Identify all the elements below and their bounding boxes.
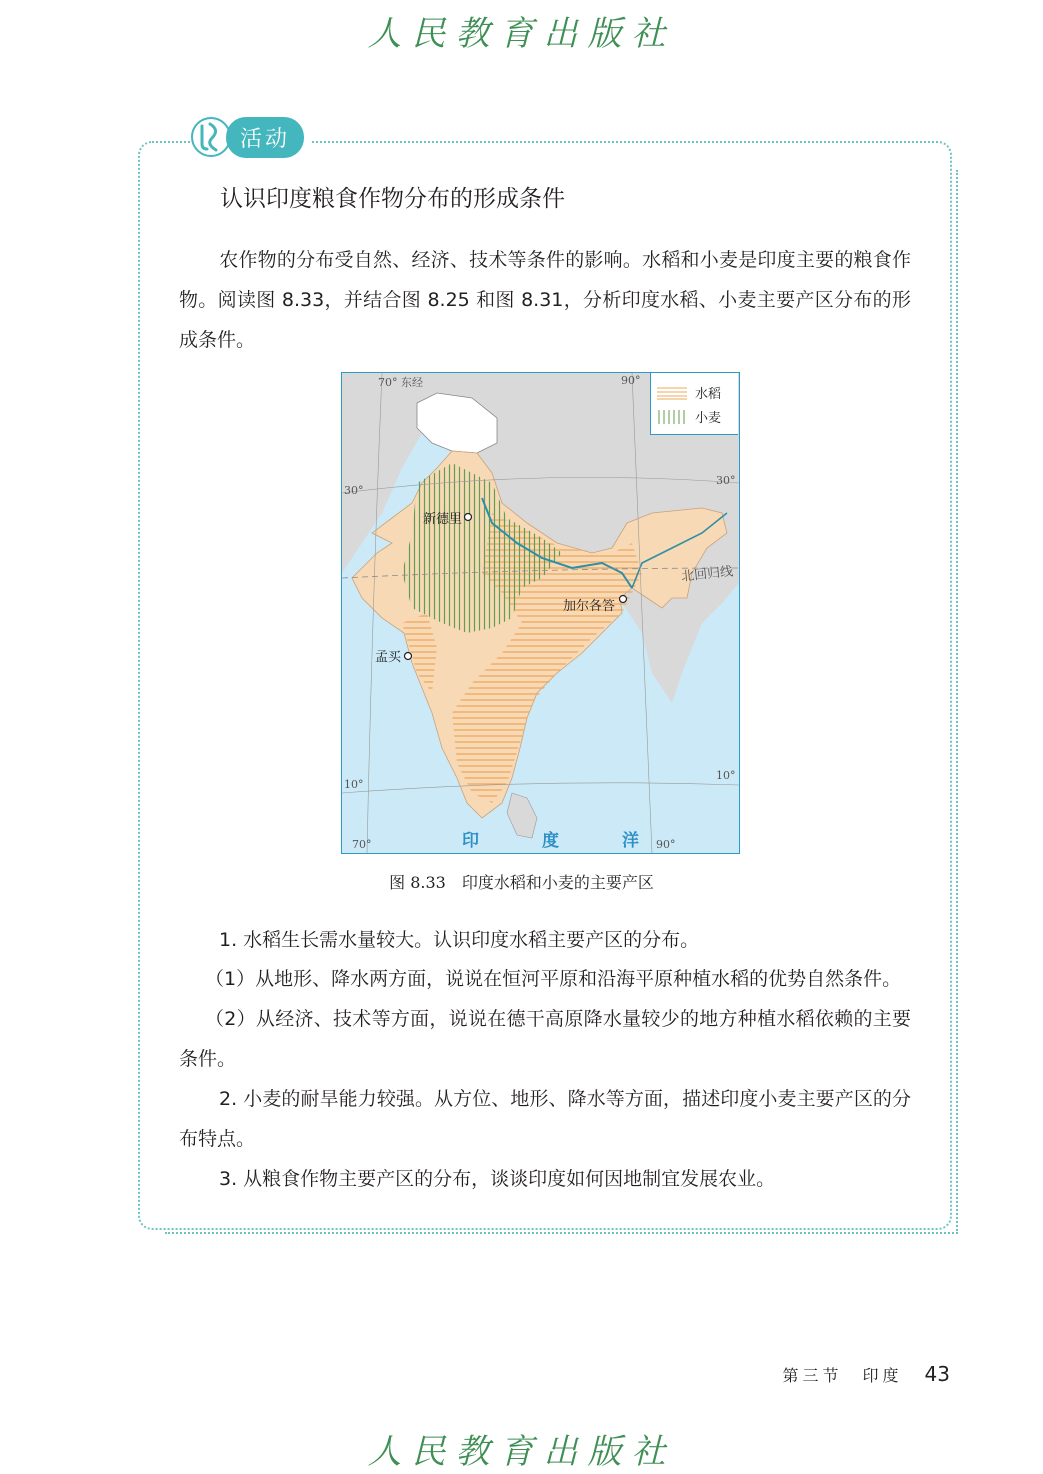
page-footer — [783, 1362, 950, 1386]
city-label-delhi: 新德里 — [423, 512, 463, 527]
question-3 — [179, 1159, 911, 1199]
grid-label-lon70-bottom: 70° — [352, 838, 372, 851]
question-1 — [179, 920, 911, 960]
ocean-label-2: 度 — [542, 831, 561, 851]
india-crop-map — [341, 372, 740, 854]
kolkata-marker — [620, 596, 627, 603]
page-number: 43 — [924, 1362, 950, 1386]
grid-label-lon90-top: 90° — [621, 374, 641, 387]
ocean-label-1: 印 — [462, 831, 481, 851]
activity-box-shadow-side — [956, 170, 958, 1234]
legend-rice — [657, 383, 721, 402]
grid-label-lat10-right: 10° — [716, 769, 736, 782]
activity-box-shadow — [165, 1232, 958, 1234]
rice-swatch-icon — [657, 386, 687, 400]
question-3-text: 3. 从粮食作物主要产区的分布，谈谈印度如何因地制宜发展农业。 — [219, 1168, 776, 1190]
city-label-mumbai: 孟买 — [375, 650, 402, 665]
intro-paragraph — [179, 240, 911, 360]
publisher-watermark-bottom: 人民教育出版社 — [367, 1432, 676, 1472]
legend-wheat — [657, 407, 721, 426]
legend-wheat-label: 小麦 — [695, 411, 722, 426]
grid-label-lat30-left: 30° — [344, 484, 364, 497]
sri-lanka — [507, 793, 537, 838]
map-svg — [342, 373, 739, 853]
legend-rice-label: 水稻 — [695, 387, 722, 402]
intro-text: 农作物的分布受自然、经济、技术等条件的影响。水稻和小麦是印度主要的粮食作物。阅读图 8.33，并结合图 8.25 和图 8.31，分析印度水稻、小麦主要产区分布的形成条件。 — [179, 249, 911, 351]
question-2 — [179, 1079, 911, 1159]
mumbai-marker — [405, 653, 412, 660]
wheat-swatch-icon — [657, 410, 687, 424]
tropic-label: 北回归线 — [680, 564, 734, 585]
delhi-marker — [465, 514, 472, 521]
figure-caption: 图 8.33 印度水稻和小麦的主要产区 — [389, 873, 654, 892]
map-legend — [650, 373, 738, 435]
question-1-2: （2）从经济、技术等方面，说说在德干高原降水量较少的地方种植水稻依赖的主要条件。 — [179, 1008, 911, 1070]
activity-badge — [190, 113, 312, 161]
activity-title: 认识印度粮食作物分布的形成条件 — [220, 186, 565, 212]
footer-section: 第三节 印度 — [782, 1366, 903, 1385]
question-1-1: （1）从地形、降水两方面，说说在恒河平原和沿海平原种植水稻的优势自然条件。 — [205, 968, 902, 990]
question-1-text: 1. 水稻生长需水量较大。认识印度水稻主要产区的分布。 — [219, 929, 700, 951]
grid-label-lat30-right: 30° — [716, 474, 736, 487]
publisher-watermark-top: 人民教育出版社 — [367, 14, 676, 54]
grid-label-lon90-bottom: 90° — [656, 838, 676, 851]
grid-label-lat10-left: 10° — [344, 778, 364, 791]
question-2-text: 2. 小麦的耐旱能力较强。从方位、地形、降水等方面，描述印度小麦主要产区的分布特点。 — [179, 1088, 911, 1150]
grid-lat-10 — [342, 783, 739, 793]
ocean-label-3: 洋 — [622, 831, 641, 851]
city-label-kolkata: 加尔各答 — [563, 599, 616, 614]
activity-badge-label: 活动 — [226, 117, 304, 158]
grid-label-lon70-top: 70° 东经 — [378, 376, 423, 389]
